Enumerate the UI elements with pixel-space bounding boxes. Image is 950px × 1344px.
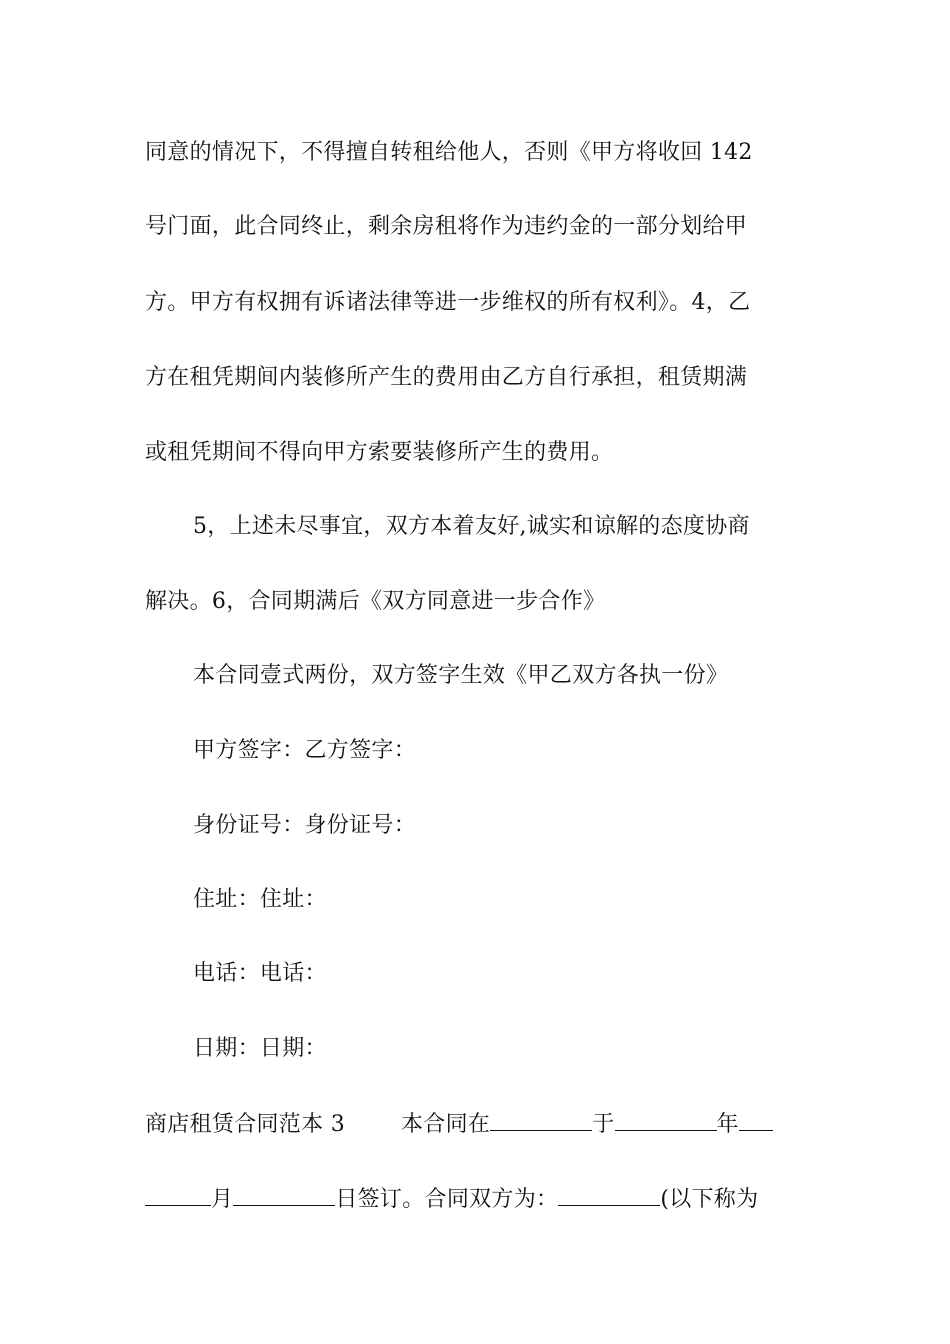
blank-month-start xyxy=(739,1108,773,1131)
text-line: 5，上述未尽事宜，双方本着友好,诚实和谅解的态度协商 xyxy=(193,514,750,539)
text-line: 方。甲方有权拥有诉诸法律等进一步维权的所有权利》。4，乙 xyxy=(145,290,751,315)
contract3-text: 于 xyxy=(592,1112,615,1137)
text-line: 号门面，此合同终止，剩余房租将作为违约金的一部分划给甲 xyxy=(145,214,748,239)
contract3-text: 年 xyxy=(716,1112,739,1137)
text-line: 或租凭期间不得向甲方索要装修所产生的费用。 xyxy=(145,440,614,465)
text-line: 解决。6，合同期满后《双方同意进一步合作》 xyxy=(145,589,606,614)
blank-place xyxy=(490,1108,592,1131)
contract3-heading-line xyxy=(145,1108,815,1140)
contract3-text: 月 xyxy=(211,1187,234,1212)
signature-label-line: 甲方签字：乙方签字： xyxy=(193,738,417,763)
contract3-line-2 xyxy=(145,1183,815,1215)
phone-label-line: 电话：电话： xyxy=(193,961,327,986)
contract3-text: 本合同在 xyxy=(401,1112,491,1137)
blank-day xyxy=(233,1183,335,1206)
text-line: 方在租凭期间内装修所产生的费用由乙方自行承担，租赁期满 xyxy=(145,365,748,390)
contract3-text: 日签订。合同双方为： xyxy=(335,1187,559,1212)
blank-party xyxy=(558,1183,660,1206)
contract3-text: (以下称为 xyxy=(660,1187,759,1212)
text-line: 本合同壹式两份，双方签字生效《甲乙双方各执一份》 xyxy=(193,663,729,688)
blank-year xyxy=(615,1108,717,1131)
text-line: 同意的情况下，不得擅自转租给他人，否则《甲方将收回 142 xyxy=(145,140,753,165)
address-label-line: 住址：住址： xyxy=(193,887,327,912)
id-label-line: 身份证号：身份证号： xyxy=(193,813,417,838)
blank-month-end xyxy=(145,1183,211,1206)
contract3-title: 商店租赁合同范本 3 xyxy=(145,1112,345,1137)
date-label-line: 日期：日期： xyxy=(193,1036,327,1061)
